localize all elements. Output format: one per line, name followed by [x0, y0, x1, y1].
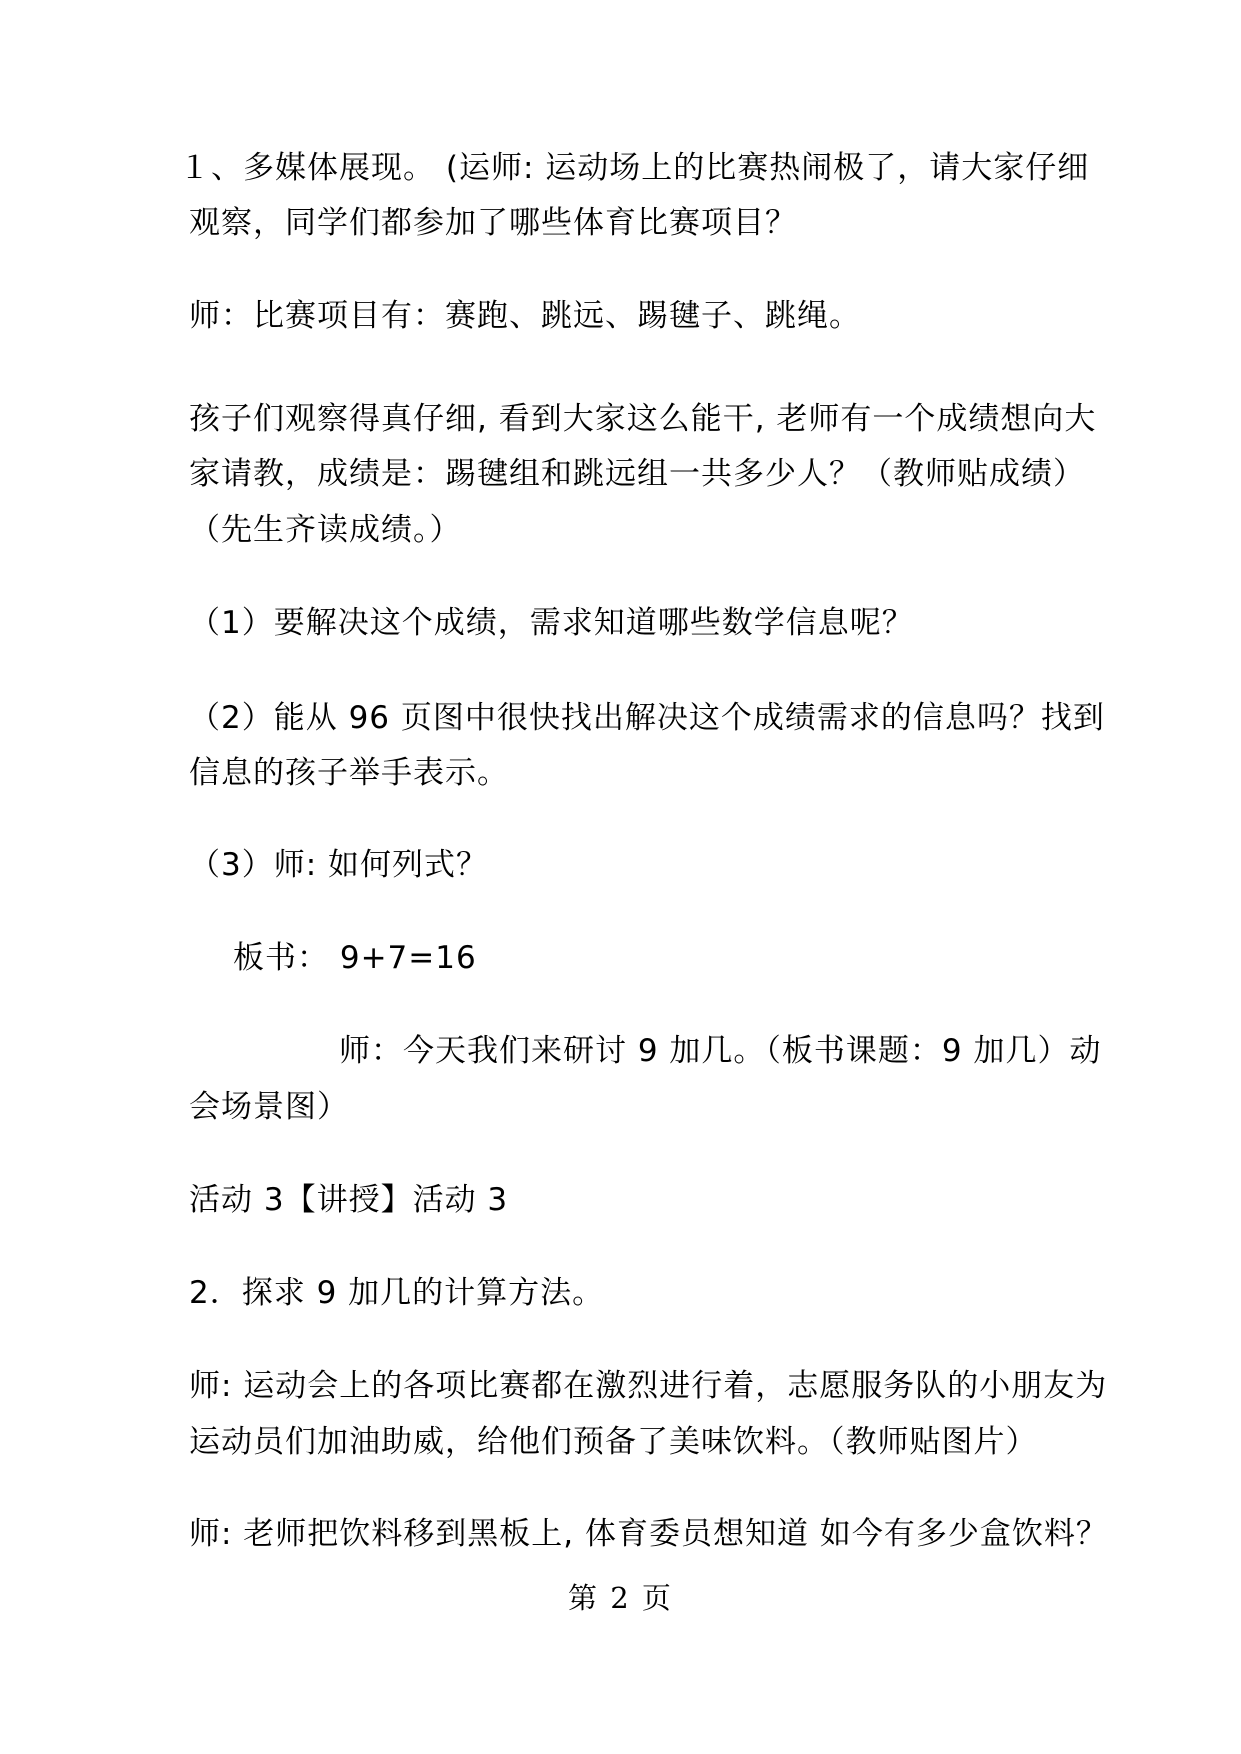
paragraph-line-6: （先生齐读成绩。）	[189, 512, 462, 548]
paragraph-line-18: 师: 老师把饮料移到黑板上, 体育委员想知道 如今有多少盒饮料？	[189, 1516, 1108, 1552]
paragraph-line-5: 家请教，成绩是：踢毽组和跳远组一共多少人？（教师贴成绩）	[189, 456, 1085, 492]
section-heading: 2．探求 9 加几的计算方法。	[189, 1275, 605, 1311]
paragraph-line-10: （3）师: 如何列式？	[189, 847, 489, 883]
blackboard-line: 板书： 9+7=16	[233, 940, 477, 976]
paragraph-line-17: 运动员们加油助威，给他们预备了美味饮料。（教师贴图片）	[189, 1424, 1038, 1460]
paragraph-line-8: （2）能从 96 页图中很快找出解决这个成绩需求的信息吗？找到	[189, 700, 1105, 736]
paragraph-line-16: 师: 运动会上的各项比赛都在激烈进行着，志愿服务队的小朋友为	[189, 1368, 1108, 1404]
paragraph-line-7: （1）要解决这个成绩，需求知道哪些数学信息呢？	[189, 605, 914, 641]
paragraph-line-1: １、多媒体展现。 (运师: 运动场上的比赛热闹极了，请大家仔细	[179, 150, 1090, 186]
paragraph-line-13: 会场景图）	[189, 1089, 349, 1125]
page-number-footer: 第 2 页	[568, 1581, 673, 1615]
activity-heading: 活动 3【讲授】活动 3	[189, 1182, 509, 1218]
paragraph-line-4: 孩子们观察得真仔细, 看到大家这么能干, 老师有一个成绩想向大	[189, 401, 1097, 437]
paragraph-line-9: 信息的孩子举手表示。	[189, 755, 509, 791]
paragraph-line-2: 观察，同学们都参加了哪些体育比赛项目？	[189, 205, 797, 241]
paragraph-line-12: 师：今天我们来研讨 9 加几。（板书课题：9 加几）动	[339, 1033, 1102, 1069]
paragraph-line-3: 师：比赛项目有：赛跑、跳远、踢毽子、跳绳。	[189, 298, 861, 334]
